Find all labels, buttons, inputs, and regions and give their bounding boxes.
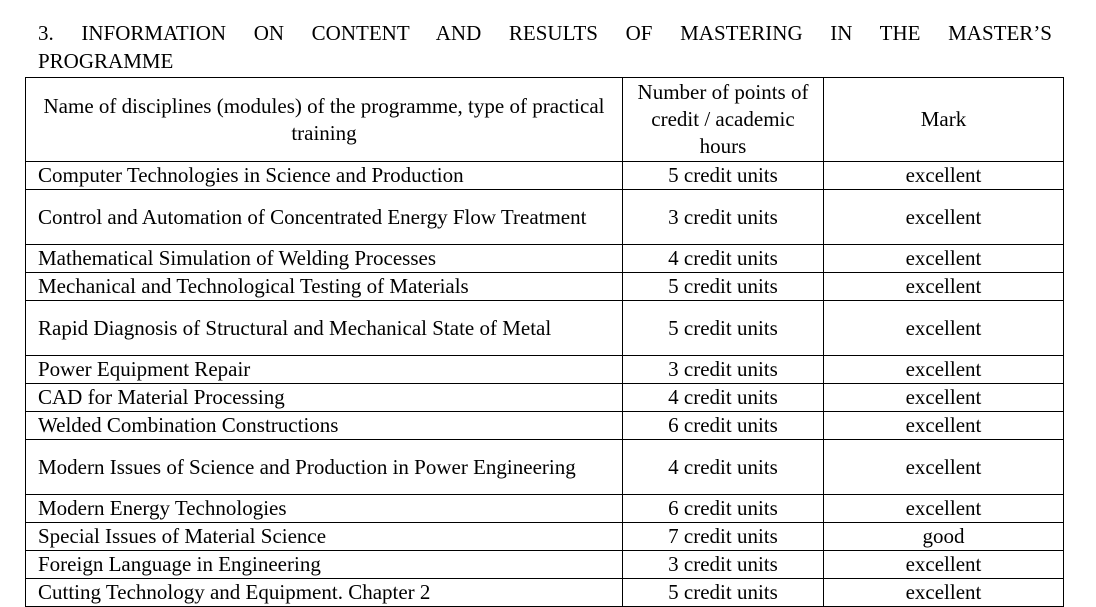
table-row — [26, 301, 1064, 356]
discipline-name: Special Issues of Material Science — [26, 523, 623, 551]
mark: excellent — [824, 384, 1064, 412]
discipline-name: Rapid Diagnosis of Structural and Mechanical State of Metal — [26, 301, 623, 356]
discipline-name: Mathematical Simulation of Welding Processes — [26, 245, 623, 273]
section-heading-line-2: PROGRAMME — [38, 49, 174, 73]
table-row — [26, 440, 1064, 495]
table-row — [26, 384, 1064, 412]
discipline-name: Foreign Language in Engineering — [26, 551, 623, 579]
table-row — [26, 245, 1064, 273]
mark: excellent — [824, 356, 1064, 384]
section-heading-line-1: 3. INFORMATION ON CONTENT AND RESULTS OF MASTERING IN THE MASTER’S — [38, 21, 1052, 45]
credit-units: 7 credit units — [623, 523, 824, 551]
mark: excellent — [824, 245, 1064, 273]
header-credits: Number of points of credit / academic hours — [623, 78, 824, 162]
disciplines-table — [25, 77, 1064, 607]
section-heading — [38, 19, 1052, 75]
mark: excellent — [824, 579, 1064, 607]
table-row — [26, 162, 1064, 190]
mark: excellent — [824, 440, 1064, 495]
mark: excellent — [824, 273, 1064, 301]
credit-units: 3 credit units — [623, 551, 824, 579]
table-row — [26, 190, 1064, 245]
discipline-name: Cutting Technology and Equipment. Chapter 2 — [26, 579, 623, 607]
discipline-name: Welded Combination Constructions — [26, 412, 623, 440]
mark: excellent — [824, 495, 1064, 523]
table-row — [26, 551, 1064, 579]
discipline-name: Computer Technologies in Science and Production — [26, 162, 623, 190]
credit-units: 3 credit units — [623, 356, 824, 384]
credit-units: 4 credit units — [623, 384, 824, 412]
discipline-name: CAD for Material Processing — [26, 384, 623, 412]
discipline-name: Modern Energy Technologies — [26, 495, 623, 523]
mark: excellent — [824, 301, 1064, 356]
header-discipline-name: Name of disciplines (modules) of the programme, type of practical training — [26, 78, 623, 162]
table-row — [26, 412, 1064, 440]
discipline-name: Modern Issues of Science and Production in Power Engineering — [26, 440, 623, 495]
discipline-name: Control and Automation of Concentrated Energy Flow Treatment — [26, 190, 623, 245]
credit-units: 5 credit units — [623, 162, 824, 190]
credit-units: 3 credit units — [623, 190, 824, 245]
table-header-row — [26, 78, 1064, 162]
mark: good — [824, 523, 1064, 551]
credit-units: 5 credit units — [623, 579, 824, 607]
credit-units: 4 credit units — [623, 245, 824, 273]
discipline-name: Power Equipment Repair — [26, 356, 623, 384]
header-mark: Mark — [824, 78, 1064, 162]
credit-units: 4 credit units — [623, 440, 824, 495]
credit-units: 6 credit units — [623, 495, 824, 523]
table-row — [26, 523, 1064, 551]
credit-units: 5 credit units — [623, 301, 824, 356]
mark: excellent — [824, 412, 1064, 440]
table-row — [26, 273, 1064, 301]
mark: excellent — [824, 162, 1064, 190]
table-row — [26, 356, 1064, 384]
credit-units: 6 credit units — [623, 412, 824, 440]
credit-units: 5 credit units — [623, 273, 824, 301]
table-row — [26, 495, 1064, 523]
table-row — [26, 579, 1064, 607]
mark: excellent — [824, 551, 1064, 579]
mark: excellent — [824, 190, 1064, 245]
discipline-name: Mechanical and Technological Testing of Materials — [26, 273, 623, 301]
